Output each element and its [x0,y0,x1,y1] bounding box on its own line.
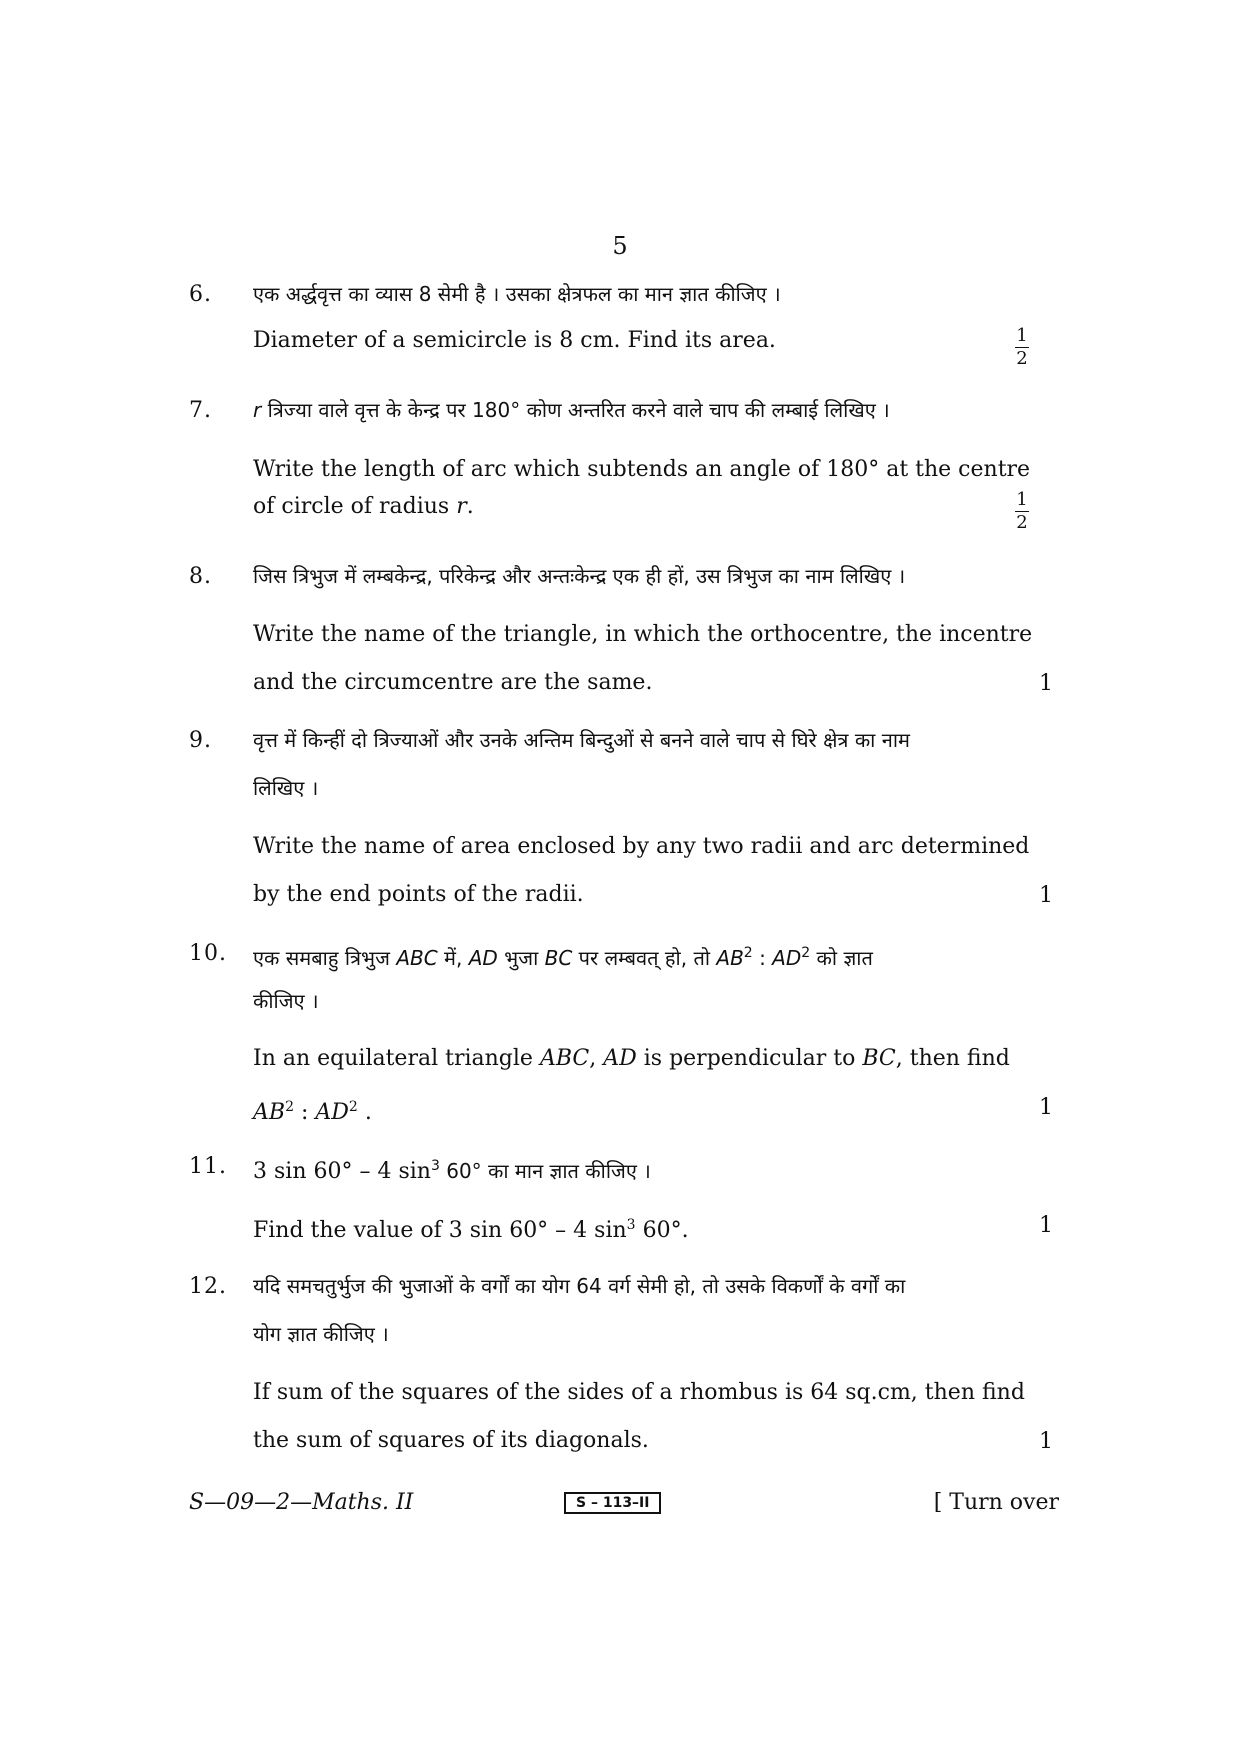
marks-half: $\frac{1}{2}$ [1016,489,1028,533]
question-english-line-2: the sum of squares of its diagonals. [253,1428,649,1453]
question-hindi-line-1: वृत्त में किन्हीं दो त्रिज्याओं और उनके अन्तिम बिन्दुओं से बनने वाले चाप से घिरे क्षेत्र का नाम [253,728,910,752]
question-hindi: एक अर्द्धवृत्त का व्यास 8 सेमी है । उसका क्षेत्रफल का मान ज्ञात कीजिए । [253,282,781,306]
question-hindi-line-1: एक समबाहु त्रिभुज ABC में, AD भुजा BC पर लम्बवत् हो, तो $AB^2$ : $AD^2$ को ज्ञात [253,945,873,970]
question-number: 12. [189,1274,227,1299]
question-hindi: 3 sin 60° – 4 $\sin^3 60^\circ$ का मान ज्ञात कीजिए । [253,1158,651,1184]
marks: 1 [1039,671,1053,696]
question-hindi-line-1: यदि समचतुर्भुज की भुजाओं के वर्गों का योग 64 वर्ग सेमी हो, तो उसके विकर्णों के वर्गों का [253,1274,906,1298]
question-hindi: जिस त्रिभुज में लम्बकेन्द्र, परिकेन्द्र और अन्तःकेन्द्र एक ही हों, उस त्रिभुज का नाम लिखिए । [253,564,906,588]
marks-half: $\frac{1}{2}$ [1016,325,1028,369]
question-english-line-1: If sum of the squares of the sides of a rhombus is 64 sq.cm, then find [253,1380,1025,1405]
page-number: 5 [612,232,628,260]
question-number: 9. [189,728,212,753]
question-english-line-2: and the circumcentre are the same. [253,670,653,695]
paper-code: S—09—2—Maths. II [189,1490,414,1515]
question-english-line-2: by the end points of the radii. [253,882,584,907]
question-number: 7. [189,398,212,423]
question-number: 6. [189,282,212,307]
turn-over-note: [ Turn over [933,1490,1059,1515]
question-english-line-1: Write the length of arc which subtends an angle of 180° at the centre [253,457,1031,482]
marks: 1 [1039,1213,1053,1238]
question-hindi-line-2: योग ज्ञात कीजिए । [253,1322,389,1346]
question-number: 8. [189,564,212,589]
question-english: Find the value of 3 sin 60° – 4 $\sin^3 60^\circ$. [253,1217,689,1243]
question-english-line-1: Write the name of area enclosed by any two radii and arc determined [253,834,1030,859]
question-number: 11. [189,1154,227,1179]
series-code-box: S – 113–II [564,1492,661,1514]
marks: 1 [1039,1095,1053,1120]
question-english-line-2: of circle of radius r. [253,494,474,519]
question-english-line-1: Write the name of the triangle, in which the orthocentre, the incentre [253,622,1033,647]
question-english-line-1: In an equilateral triangle ABC, AD is perpendicular to BC, then find [253,1046,1010,1071]
page-footer [189,1490,1059,1524]
question-hindi-line-2: कीजिए । [253,989,319,1013]
question-english: Diameter of a semicircle is 8 cm. Find its area. [253,328,776,353]
question-english-line-2: $AB^2$ : $AD^2$ . [253,1099,372,1125]
marks: 1 [1039,1429,1053,1454]
question-hindi-line-2: लिखिए । [253,776,319,800]
question-hindi: r त्रिज्या वाले वृत्त के केन्द्र पर 180° कोण अन्तरित करने वाले चाप की लम्बाई लिखिए । [253,398,890,422]
marks: 1 [1039,883,1053,908]
question-number: 10. [189,941,227,966]
